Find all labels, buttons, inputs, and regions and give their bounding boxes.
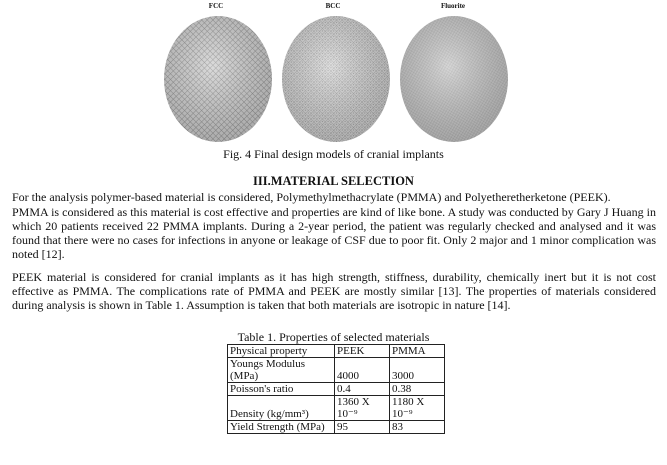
paragraph-peek [12, 270, 656, 312]
table-cell: 1180 X 10⁻⁹ [390, 396, 445, 421]
table-row [228, 383, 445, 396]
figure-label-fcc: FCC [208, 2, 224, 10]
table-cell: Poisson's ratio [228, 383, 335, 396]
table-row [228, 421, 445, 434]
figure-caption: Fig. 4 Final design models of cranial implants [223, 147, 444, 161]
implant-fluorite-image [398, 14, 510, 144]
table-cell: 1360 X 10⁻⁹ [335, 396, 390, 421]
paragraph-3: PEEK material is considered for cranial implants as it has high strength, stiffness, durability, chemically inert but it is not cost effective as PMMA. The complications rate of PMMA and PEEK are mostly similar [13]. The properties of materials considered during analysis is shown in Table 1. Assumption is taken that both materials are isotropic in nature [14]. [12, 270, 656, 312]
table-cell: 3000 [390, 358, 445, 383]
header-cell-pmma: PMMA [390, 345, 445, 358]
properties-table [227, 344, 445, 434]
paragraph-intro [12, 190, 656, 204]
implant-fcc-image [162, 14, 274, 144]
header-cell-property: Physical property [228, 345, 335, 358]
table-row [228, 358, 445, 383]
figure-label-fluorite: Fluorite [440, 2, 466, 10]
table-cell: Youngs Modulus (MPa) [228, 358, 335, 383]
implant-bcc-image [280, 14, 392, 144]
table-cell: 95 [335, 421, 390, 434]
table-row [228, 396, 445, 421]
paragraph-1: For the analysis polymer-based material is considered, Polymethylmethacrylate (PMMA) and Polyetheretherketone (PEEK). [12, 190, 611, 204]
paragraph-pmma [12, 205, 656, 261]
figure-label-bcc: BCC [325, 2, 341, 10]
section-heading: III.MATERIAL SELECTION [253, 174, 414, 188]
table-cell: 4000 [335, 358, 390, 383]
table-cell: Density (kg/mm³) [228, 396, 335, 421]
header-cell-peek: PEEK [335, 345, 390, 358]
paragraph-2: PMMA is considered as this material is cost effective and properties are kind of like bone. A study was conducted by Gary J Huang in which 20 patients received 22 PMMA implants. During a 2-year period, the patient was regularly checked and analysed and it was found that there were no cases for infections in anyone or leakage of CSF due to poor fit. Only 2 major and 1 minor complication was noted [12]. [12, 205, 656, 261]
table-cell: Yield Strength (MPa) [228, 421, 335, 434]
table-caption: Table 1. Properties of selected materials [237, 330, 430, 344]
table-cell: 0.4 [335, 383, 390, 396]
table-header-row [228, 345, 445, 358]
table-cell: 0.38 [390, 383, 445, 396]
table-cell: 83 [390, 421, 445, 434]
